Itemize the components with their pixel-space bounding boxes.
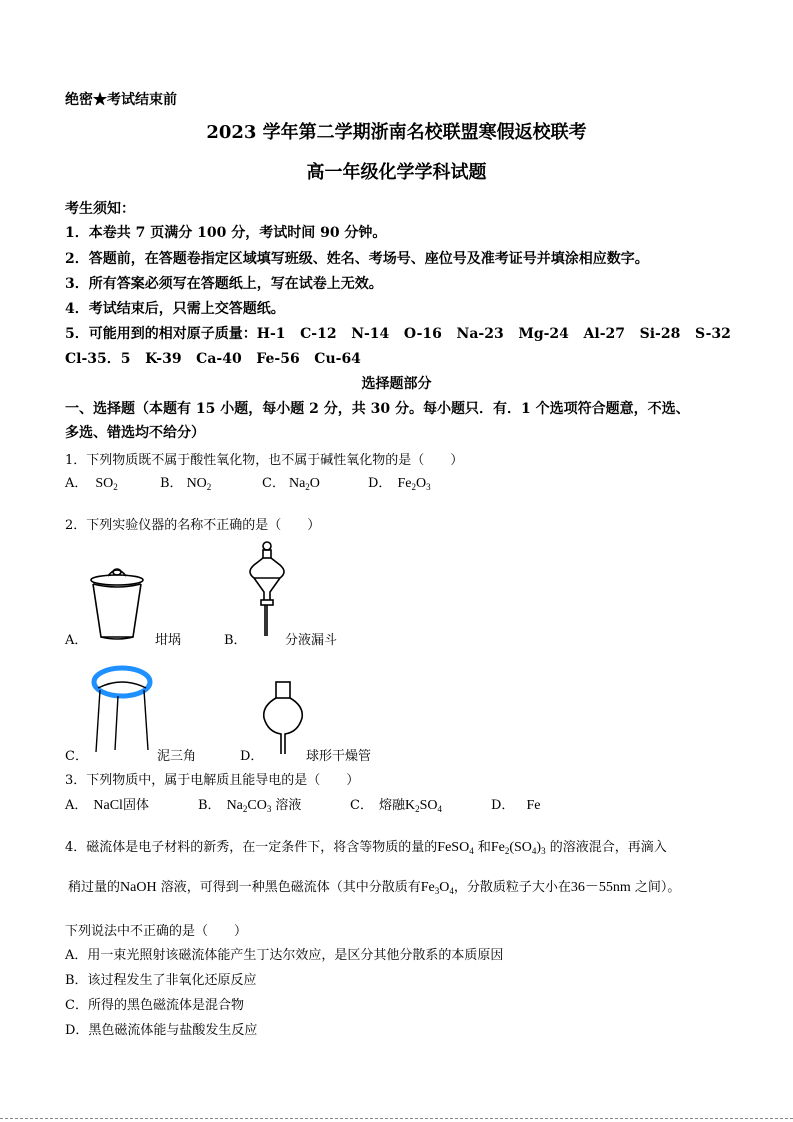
q1-option-b: B． $NO_2$ [160, 476, 212, 492]
q4-option-a: A．用一束光照射该磁流体能产生丁达尔效应，是区分其他分散系的本质原因 [65, 948, 504, 963]
q4-stem-line1: 4．磁流体是电子材料的新秀，在一定条件下，将含等物质的量的FeSO$_4$ 和$Fe_2(SO_4)_3$ 的溶液混合，再滴入 [65, 840, 667, 856]
notice-item-5-cont: Cl-35．5 K-39 Ca-40 Fe-56 Cu-64 [65, 351, 361, 367]
q4-question: 下列说法中不正确的是（ ） [65, 924, 248, 939]
q3-stem: 3．下列物质中，属于电解质且能导电的是（ ） [65, 773, 360, 788]
q2-option-a-name: 坩埚 [155, 633, 182, 648]
q2-option-c: C． [65, 749, 88, 764]
crucible-image [88, 565, 146, 643]
notice-item-2: 2．答题前，在答题卷指定区域填写班级、姓名、考场号、座位号及准考证号并填涂相应数字。 [65, 251, 649, 267]
section-instruction: 一、选择题（本题有 15 小题，每小题 2 分，共 30 分。每小题只．有．1 个选项符合题意，不选、 [65, 401, 690, 417]
page-bottom-divider [0, 1118, 793, 1119]
q2-option-d: D． [240, 749, 264, 764]
q4-option-c: C．所得的黑色磁流体是混合物 [65, 998, 244, 1013]
q2-option-b-name: 分液漏斗 [285, 633, 338, 648]
secret-label: 绝密★考试结束前 [65, 92, 177, 108]
q3-option-b: B． $Na_2CO_3$ 溶液 [198, 798, 302, 814]
q1-stem: 1．下列物质既不属于酸性氧化物，也不属于碱性氧化物的是（ ） [65, 453, 464, 468]
notice-item-1: 1．本卷共 7 页满分 100 分，考试时间 90 分钟。 [65, 225, 387, 241]
q4-option-b: B．该过程发生了非氧化还原反应 [65, 973, 257, 988]
notice-item-3: 3．所有答案必须写在答题纸上，写在试卷上无效。 [65, 276, 383, 292]
q1-option-d: D． $Fe_2O_3$ [368, 476, 431, 492]
q3-option-d: D． Fe [491, 798, 541, 813]
q2-option-d-name: 球形干燥管 [306, 749, 372, 764]
notice-heading: 考生须知： [65, 201, 135, 217]
exam-title: 2023 学年第二学期浙南名校联盟寒假返校联考 [206, 122, 587, 143]
q2-stem: 2．下列实验仪器的名称不正确的是（ ） [65, 518, 321, 533]
q4-option-d: D．黑色磁流体能与盐酸发生反应 [65, 1023, 258, 1038]
q1-option-a: A． $SO_2$ [65, 476, 118, 492]
notice-item-4: 4．考试结束后，只需上交答题纸。 [65, 301, 285, 317]
drying-tube-image [262, 680, 304, 756]
exam-subtitle: 高一年级化学学科试题 [306, 162, 487, 183]
section-title: 选择题部分 [361, 376, 432, 392]
separatory-funnel-image [246, 540, 288, 640]
q1-option-c: C． $Na_2O$ [262, 476, 320, 492]
clay-triangle-image [88, 662, 156, 754]
q3-option-a: A． NaCl固体 [65, 798, 149, 813]
q2-option-b: B． [224, 633, 247, 648]
q2-option-a: A． [65, 633, 88, 648]
q3-option-c: C． 熔融$K_2SO_4$ [350, 798, 442, 814]
section-instruction-cont: 多选、错选均不给分） [65, 425, 205, 441]
q2-option-c-name: 泥三角 [157, 749, 197, 764]
notice-item-5: 5．可能用到的相对原子质量：H-1 C-12 N-14 O-16 Na-23 Mg-24 Al-27 Si-28 S-32 [65, 326, 731, 342]
q4-stem-line2: 稍过量的NaOH 溶液，可得到一种黑色磁流体（其中分散质有$Fe_3O_4$，分散质粒子大小在36－55nm 之间）。 [68, 880, 681, 896]
